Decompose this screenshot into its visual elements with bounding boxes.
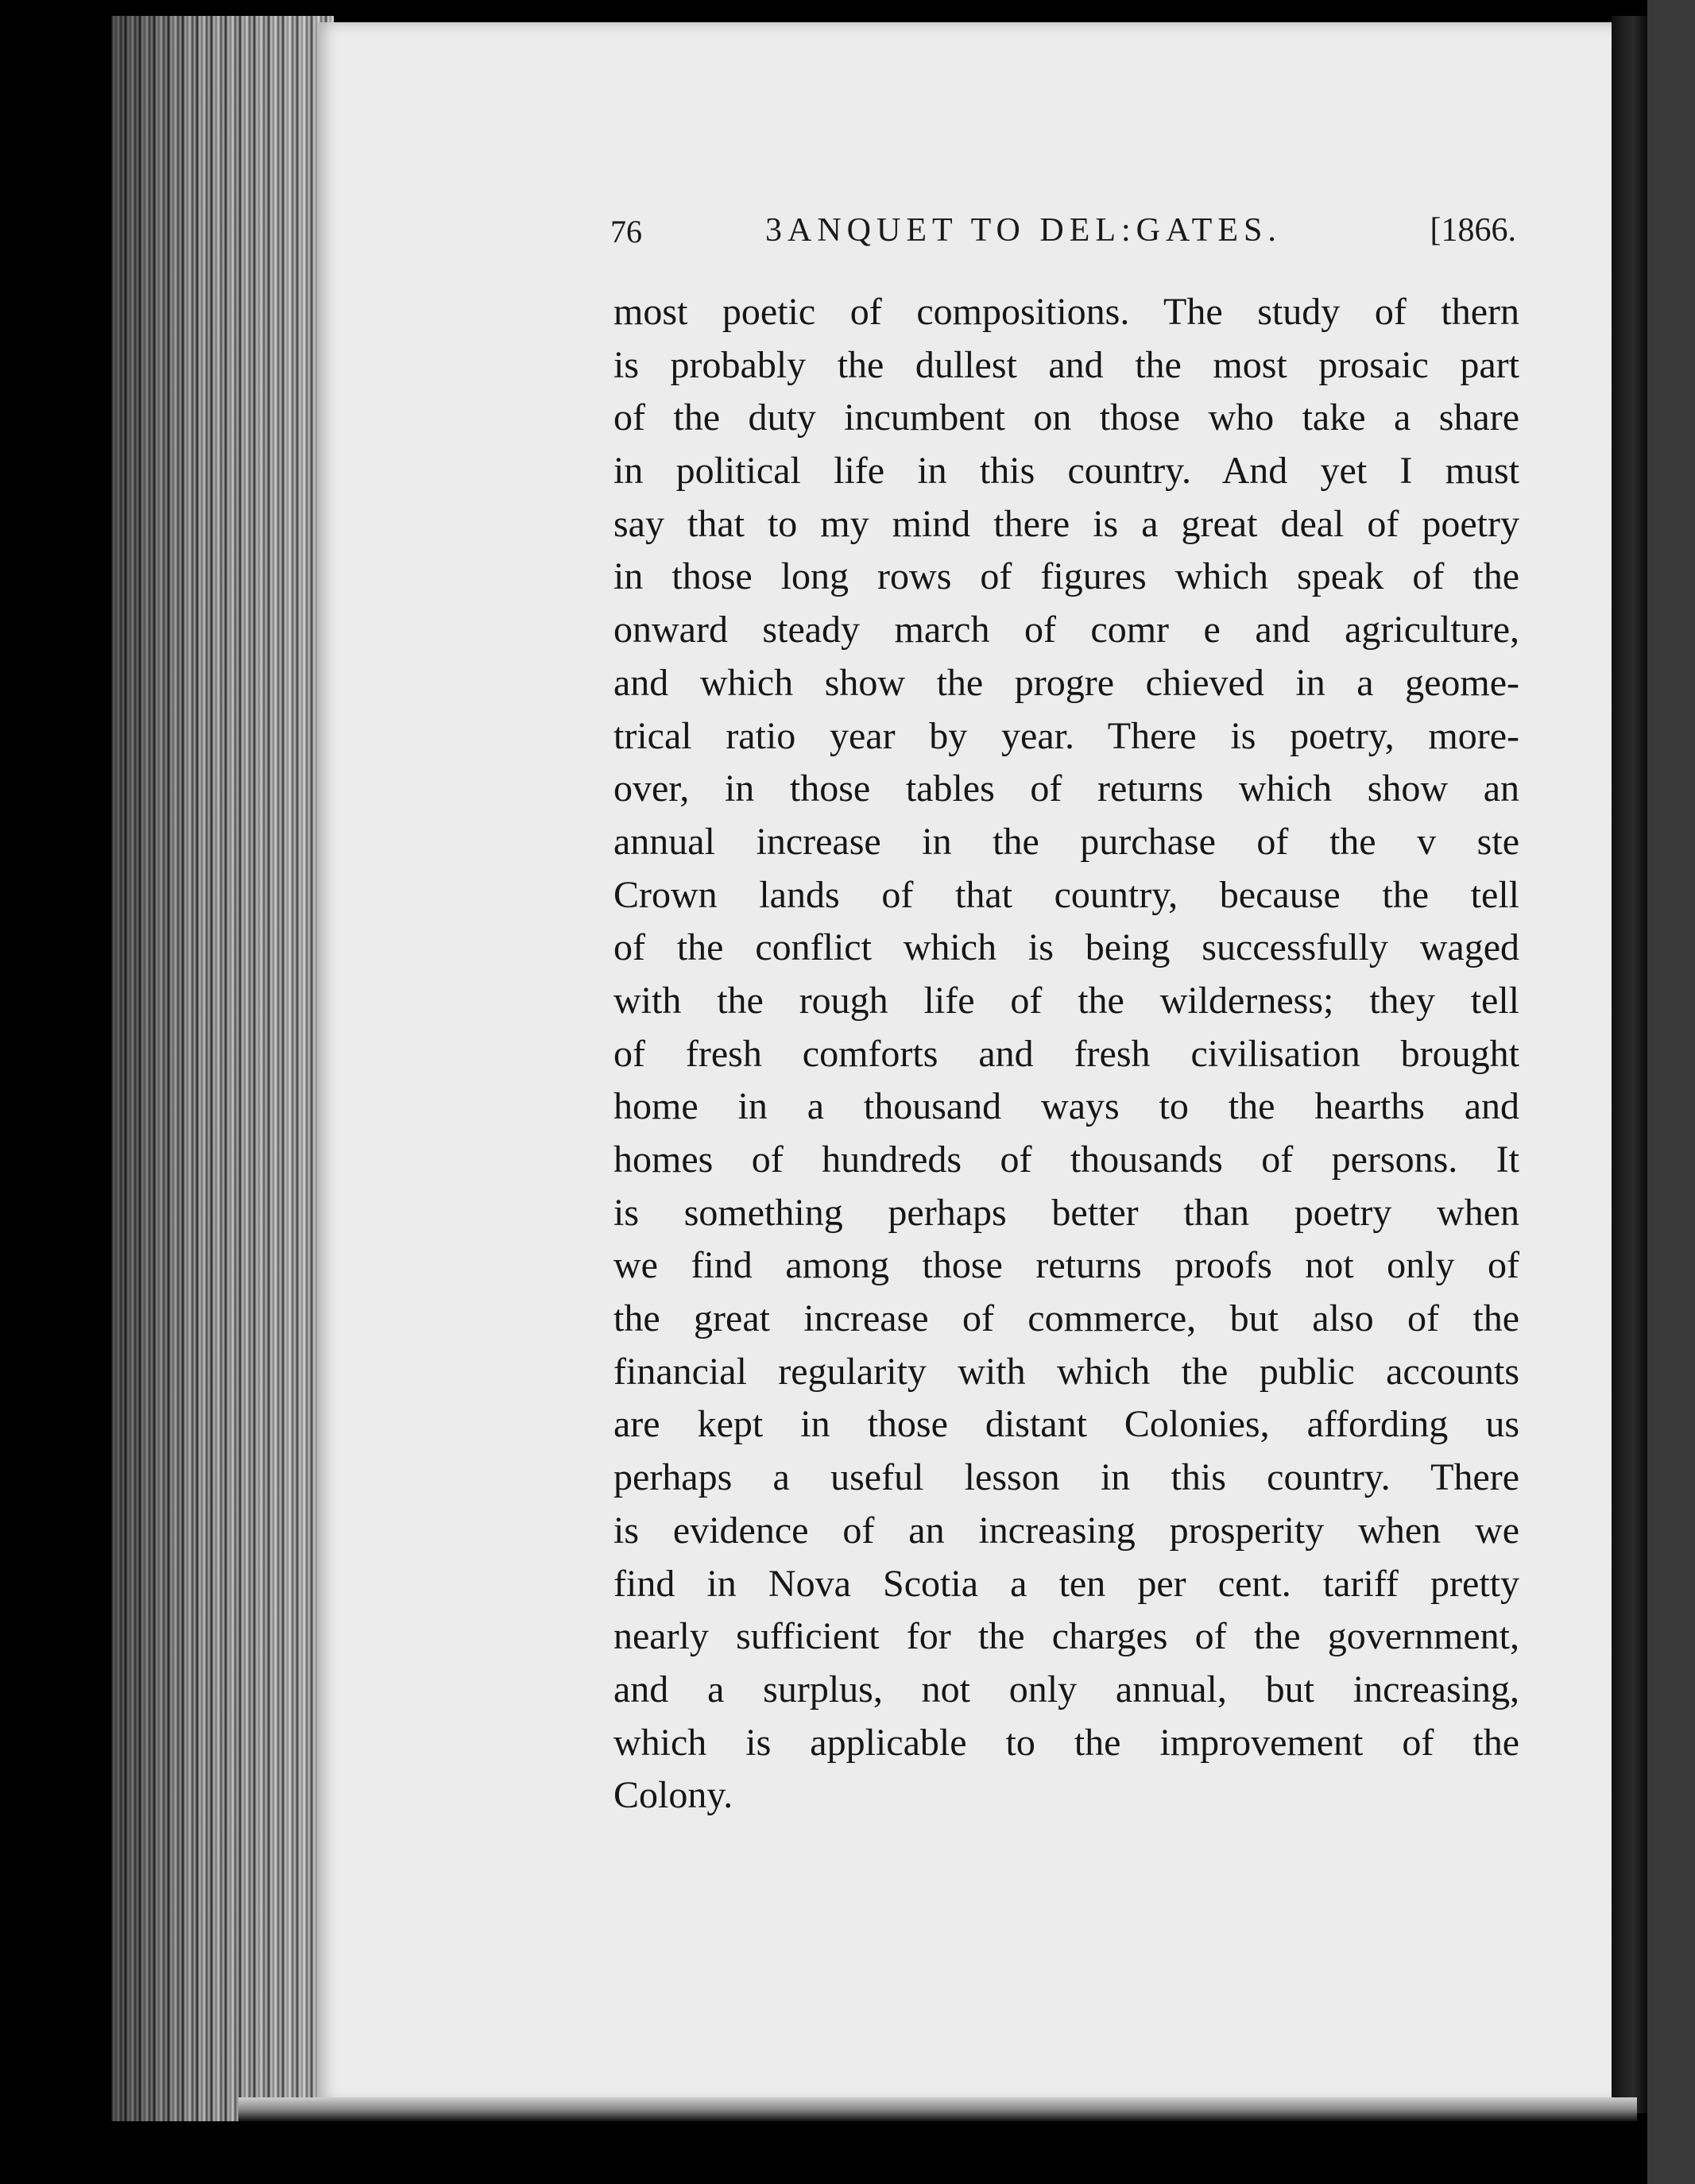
body-text <box>613 286 1519 1823</box>
running-title: 3ANQUET TO DEL:GATES. <box>765 212 1282 249</box>
text-line: and which show the progre chieved in a geome- <box>613 661 1519 704</box>
book-bottom-edge <box>238 2097 1637 2121</box>
text-line: are kept in those distant Colonies, affording us <box>613 1403 1519 1446</box>
text-line: home in a thousand ways to the hearths and <box>613 1085 1519 1128</box>
text-line: annual increase in the purchase of the v ste <box>613 820 1519 863</box>
text-line: say that to my mind there is a great deal of poetry <box>613 502 1519 545</box>
text-line: of the duty incumbent on those who take a share <box>613 396 1519 439</box>
text-line: of fresh comforts and fresh civilisation brought <box>613 1032 1519 1075</box>
text-line: find in Nova Scotia a ten per cent. tariff pretty <box>613 1562 1519 1605</box>
text-line: the great increase of commerce, but also of the <box>613 1297 1519 1340</box>
text-line: Crown lands of that country, because the tell <box>613 873 1519 916</box>
text-line: financial regularity with which the public accounts <box>613 1350 1519 1393</box>
text-line: over, in those tables of returns which show an <box>613 767 1519 810</box>
book-spine-right <box>1612 16 1647 2113</box>
text-line: trical ratio year by year. There is poetry, more- <box>613 714 1519 757</box>
scan-background-right <box>1647 0 1695 2184</box>
page-edges-shadow <box>111 16 334 2121</box>
text-line: is probably the dullest and the most prosaic part <box>613 343 1519 386</box>
text-line: homes of hundreds of thousands of persons. It <box>613 1138 1519 1181</box>
text-line: is evidence of an increasing prosperity when we <box>613 1509 1519 1552</box>
text-line: we find among those returns proofs not only of <box>613 1244 1519 1287</box>
text-line: is something perhaps better than poetry when <box>613 1191 1519 1234</box>
text-line: nearly sufficient for the charges of the government, <box>613 1615 1519 1658</box>
text-line: Colony. <box>613 1774 733 1817</box>
text-line: in those long rows of figures which speak of the <box>613 555 1519 598</box>
text-line: and a surplus, not only annual, but increasing, <box>613 1668 1519 1710</box>
text-line: most poetic of compositions. The study of thern <box>613 291 1519 333</box>
text-line: perhaps a useful lesson in this country. There <box>613 1456 1519 1499</box>
text-line: of the conflict which is being successfully waged <box>613 926 1519 969</box>
text-line: with the rough life of the wilderness; they tell <box>613 979 1519 1022</box>
text-line: which is applicable to the improvement of the <box>613 1721 1519 1764</box>
text-line: onward steady march of comr e and agriculture, <box>613 609 1519 651</box>
header-year: [1866. <box>1430 212 1516 249</box>
text-line: in political life in this country. And yet I must <box>613 450 1519 493</box>
page-number: 76 <box>610 214 642 249</box>
running-header <box>610 208 1516 264</box>
